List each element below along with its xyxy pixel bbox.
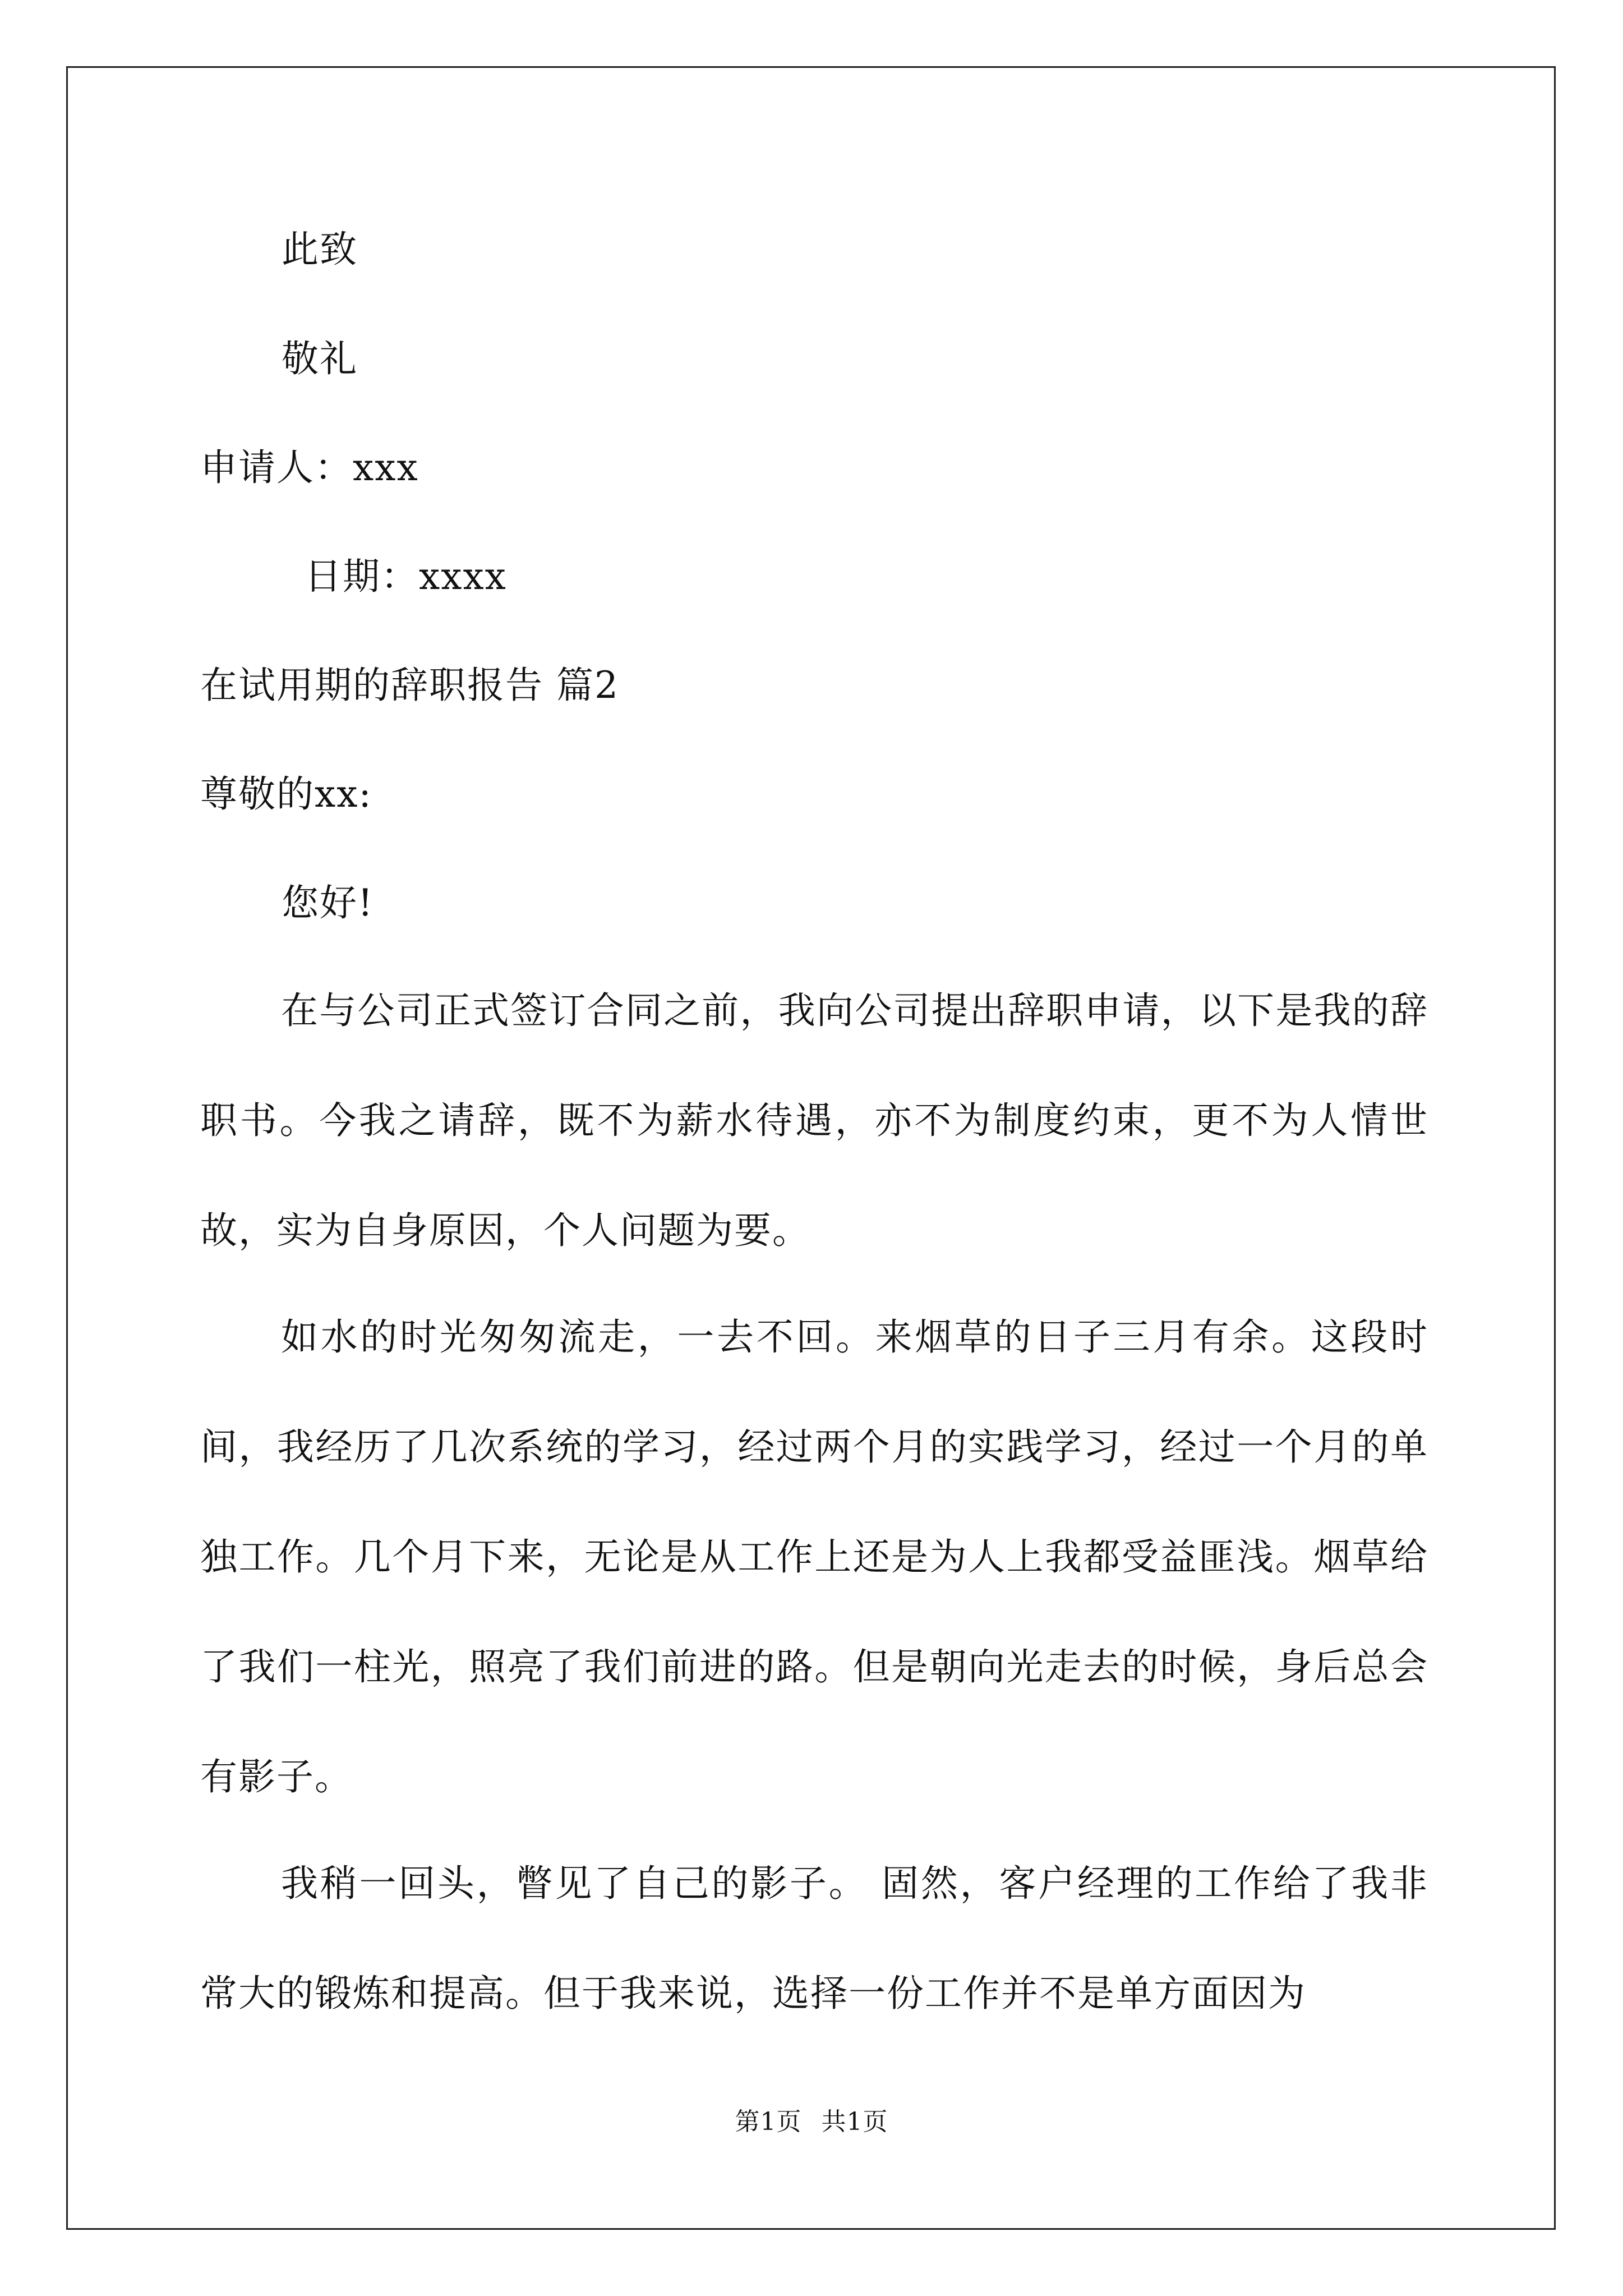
page-footer [0, 2106, 1623, 2138]
recipient-line: 尊敬的xx: [200, 772, 372, 816]
paragraph-1: 在与公司正式签订合同之前，我向公司提出辞职申请，以下是我的辞职书。今我之请辞，既不为薪水待遇，亦不为制度约束，更不为人情世故，实为自身原因，个人问题为要。 [200, 989, 1428, 1252]
section-heading: 在试用期的辞职报告 篇2 [200, 664, 619, 707]
date-line: 日期：xxxx [305, 555, 507, 598]
greeting-line: 您好! [282, 881, 374, 924]
paragraph-3: 我稍一回头，瞥见了自己的影子。 固然，客户经理的工作给了我非常大的锻炼和提高。但于我来说，选择一份工作并不是单方面因为 [200, 1862, 1428, 2015]
applicant-line: 申请人：xxx [200, 446, 419, 489]
page-number-current: 第1页 [735, 2108, 802, 2136]
closing-salutation-2: 敬礼 [282, 337, 358, 380]
page-number-total: 共1页 [821, 2108, 888, 2136]
paragraph-2: 如水的时光匆匆流走，一去不回。来烟草的日子三月有余。这段时间，我经历了几次系统的学习，经过两个月的实践学习，经过一个月的单独工作。几个月下来，无论是从工作上还是为人上我都受益匪浅。烟草给了我们一柱光，照亮了我们前进的路。但是朝向光走去的时候，身后总会有影子。 [200, 1315, 1428, 1798]
closing-salutation-1: 此致 [282, 228, 358, 271]
